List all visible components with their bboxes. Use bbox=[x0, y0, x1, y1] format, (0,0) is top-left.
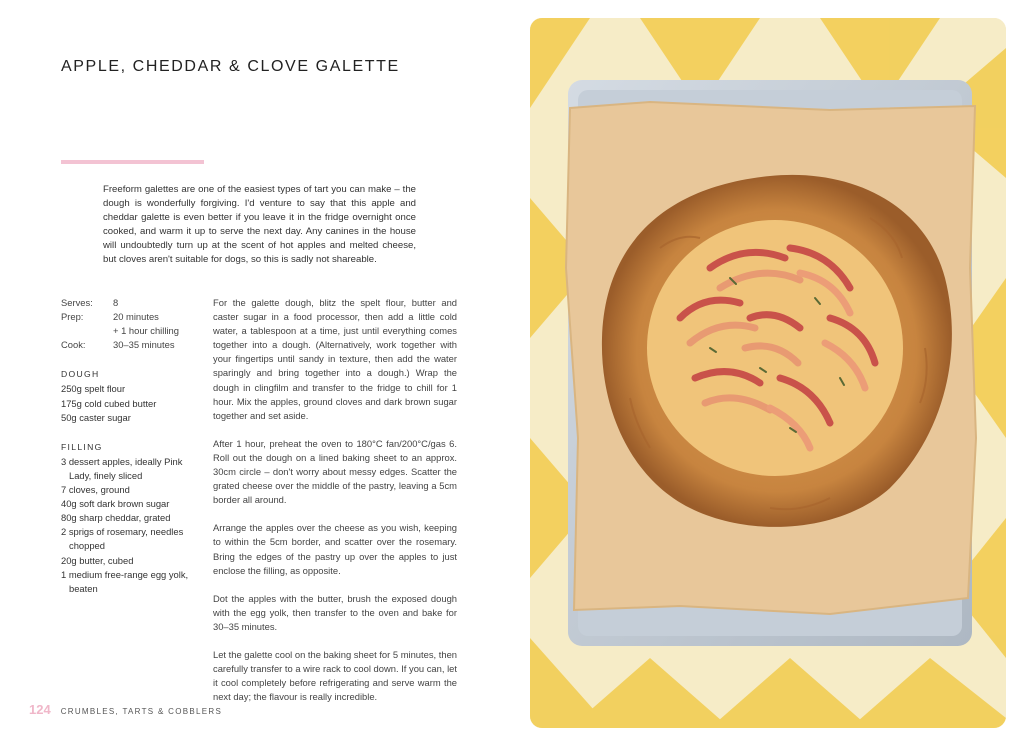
ingredient-item: 40g soft dark brown sugar bbox=[61, 498, 170, 510]
ingredient-item: 250g spelt flour bbox=[61, 383, 126, 395]
ingredient-item: 3 dessert apples, ideally Pink Lady, finely sliced bbox=[61, 455, 183, 481]
prep-row bbox=[61, 310, 201, 324]
dough-heading: DOUGH bbox=[61, 369, 100, 380]
page-number: 124 bbox=[29, 702, 51, 717]
cook-row bbox=[61, 338, 201, 352]
page-footer bbox=[29, 702, 222, 717]
filling-heading: FILLING bbox=[61, 441, 103, 452]
prep-row-2 bbox=[61, 324, 201, 338]
recipe-intro: Freeform galettes are one of the easiest types of tart you can make – the dough is wonderfully forgiving. I'd venture to say that this apple and cheddar galette is even better if you leave it in the fridge overnight once cooked, and warm it up to serve the next day. Any canines in the house will undoubtedly turn up at the scent of hot apples and melted cheese, but cloves aren't suitable for dogs, so this is sadly not shareable. bbox=[103, 184, 416, 266]
galette-illustration bbox=[530, 18, 1006, 728]
method-step: After 1 hour, preheat the oven to 180°C fan/200°C/gas 6. Roll out the dough on a lined baking sheet to an approx. 30cm circle – don't worry about messy edges. Scatter the grated cheese over the middle of the pastry, leaving a 5cm border all around. bbox=[213, 437, 457, 506]
prep-label: Prep: bbox=[61, 311, 84, 323]
method-step: Arrange the apples over the cheese as you wish, keeping to within the 5cm border, and scatter over the rosemary. Bring the edges of the pastry up over the apples to just enclose the filling, as opposite. bbox=[213, 522, 457, 576]
ingredient-item: 50g caster sugar bbox=[61, 411, 131, 423]
method-step: Dot the apples with the butter, brush the exposed dough with the egg yolk, then transfer to the oven and bake for 30–35 minutes. bbox=[213, 592, 457, 632]
title-rule bbox=[61, 160, 204, 164]
ingredient-item: 1 medium free-range egg yolk, beaten bbox=[61, 568, 189, 594]
method-step: Let the galette cool on the baking sheet for 5 minutes, then carefully transfer to a wire rack to cool down. If you can, let it cool completely before refrigerating and serve warm the next day; the flavour is really incredible. bbox=[213, 648, 457, 703]
recipe-info-column bbox=[61, 296, 201, 596]
prep-value-2: + 1 hour chilling bbox=[113, 325, 179, 337]
serves-label: Serves: bbox=[61, 297, 93, 308]
ingredient-item: 175g cold cubed butter bbox=[61, 397, 157, 409]
apple-galette-photo bbox=[530, 18, 1006, 728]
ingredient-item: 7 cloves, ground bbox=[61, 484, 130, 496]
method-column bbox=[213, 296, 457, 718]
ingredient-item: 20g butter, cubed bbox=[61, 554, 134, 566]
cook-value: 30–35 minutes bbox=[113, 339, 175, 351]
serves-value: 8 bbox=[113, 297, 119, 308]
method-step: For the galette dough, blitz the spelt flour, butter and caster sugar in a food processor, then add a little cold water, a tablespoon at a time, just until everything comes together into a dough. (Alternatively, work together with your fingertips until sandy in texture, then add the water sparingly and bring together into a dough.) Wrap the dough in clingfilm and transfer to the fridge to chill for 1 hour. Mix the apples, ground cloves and dark brown sugar together and set aside. bbox=[213, 297, 457, 421]
recipe-title: APPLE, CHEDDAR & CLOVE GALETTE bbox=[61, 58, 400, 75]
ingredient-item: 2 sprigs of rosemary, needles chopped bbox=[61, 526, 184, 552]
serves-row bbox=[61, 296, 201, 310]
prep-value: 20 minutes bbox=[113, 311, 159, 323]
ingredient-item: 80g sharp cheddar, grated bbox=[61, 512, 171, 524]
section-title: CRUMBLES, TARTS & COBBLERS bbox=[60, 707, 223, 716]
cook-label: Cook: bbox=[61, 339, 86, 351]
